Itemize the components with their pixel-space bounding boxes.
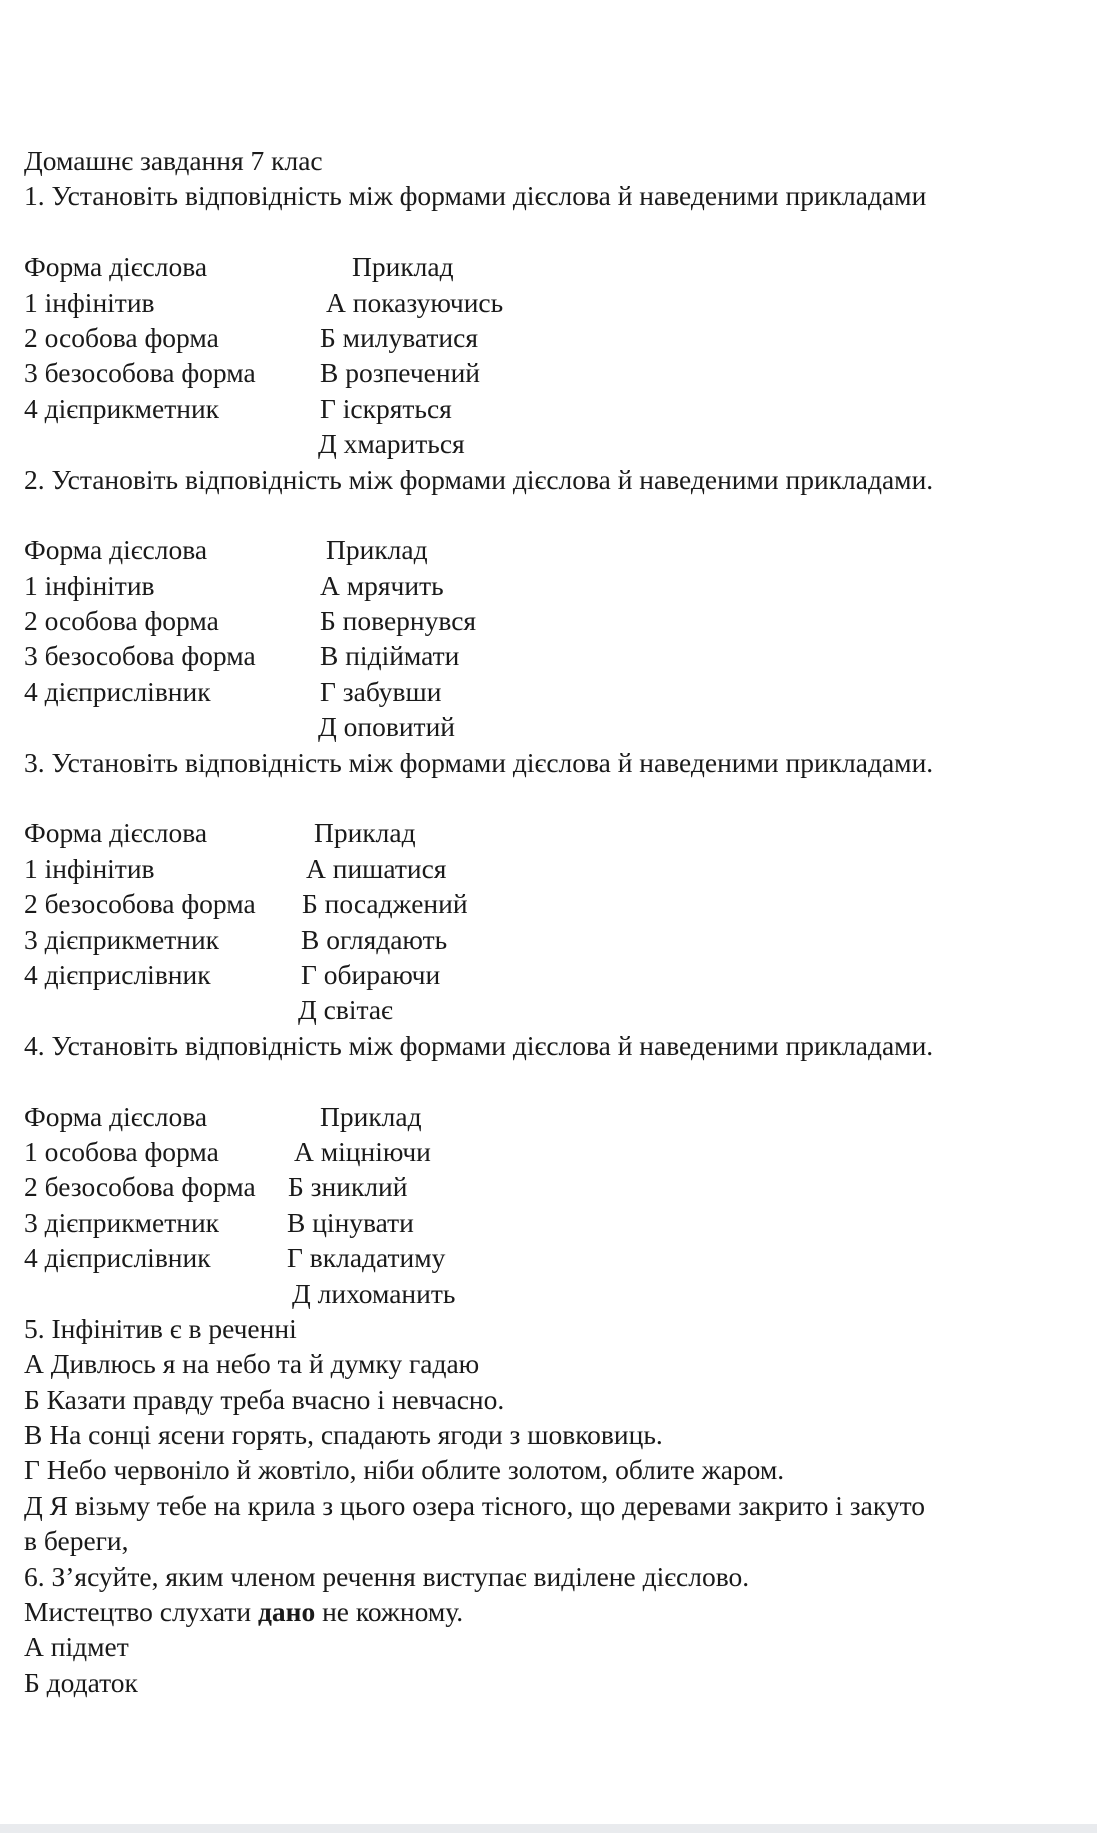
task-5-option: Б Казати правду треба вчасно і невчасно. (24, 1383, 505, 1415)
spacer (24, 214, 1084, 249)
page-title: Домашнє завдання 7 клас (24, 145, 323, 176)
task-1-row: 2 особова форма Б милуватися (24, 321, 478, 353)
document-content (24, 143, 1084, 1700)
sentence-start: Мистецтво слухати (24, 1596, 258, 1628)
task-2-heading: 2. Установіть відповідність між формами дієслова й наведеними прикладами. (24, 463, 934, 495)
task-2-row: 2 особова форма Б повернувся (24, 605, 477, 637)
task-1-table-header: Форма дієслова Приклад (24, 251, 454, 283)
task-2-table-header: Форма дієслова Приклад (24, 534, 428, 566)
spacer (24, 1063, 1084, 1098)
spacer (24, 780, 1084, 815)
task-4-row: 2 безособова форма Б зниклий (24, 1171, 408, 1203)
task-3-row: 1 інфінітив А пишатися (24, 852, 447, 884)
task-5-option: А Дивлюсь я на небо та й думку гадаю (24, 1348, 480, 1380)
task-1-row: 1 інфінітив А показуючись (24, 286, 504, 318)
task-6-option: А підмет (24, 1631, 129, 1663)
task-5-option-continuation: в береги, (24, 1525, 129, 1557)
task-4-row: 3 дієприкметник В цінувати (24, 1206, 414, 1238)
sentence-end: не кожному. (315, 1596, 464, 1628)
task-3-row: Д світає (298, 994, 393, 1026)
task-4-row: 4 дієприслівник Г вкладатиму (24, 1242, 446, 1274)
task-4-row: 1 особова форма А міцніючи (24, 1135, 431, 1167)
task-5-option: В На сонці ясени горять, спадають ягоди з шовковиць. (24, 1419, 663, 1451)
task-4-table-header: Форма дієслова Приклад (24, 1100, 422, 1132)
task-2-row: 1 інфінітив А мрячить (24, 569, 444, 601)
task-5-heading: 5. Інфінітив є в реченні (24, 1312, 297, 1344)
task-1-row: Д хмариться (318, 428, 465, 460)
task-6-heading: 6. З’ясуйте, яким членом речення виступає виділене дієслово. (24, 1560, 750, 1592)
task-2-row: 4 дієприслівник Г забувши (24, 675, 442, 707)
task-4-heading: 4. Установіть відповідність між формами дієслова й наведеними прикладами. (24, 1029, 934, 1061)
task-1-row: 3 безособова форма В розпечений (24, 357, 481, 389)
task-5-option: Д Я візьму тебе на крила з цього озера тісного, що деревами закрито і закуто (24, 1489, 925, 1521)
task-2-row: 3 безособова форма В підіймати (24, 640, 460, 672)
task-3-table-header: Форма дієслова Приклад (24, 817, 416, 849)
task-3-row: 4 дієприслівник Г обираючи (24, 958, 441, 990)
task-1-heading: 1. Установіть відповідність між формами дієслова й наведеними прикладами (24, 180, 927, 212)
task-3-heading: 3. Установіть відповідність між формами дієслова й наведеними прикладами. (24, 746, 934, 778)
task-1-row: 4 дієприкметник Г іскряться (24, 392, 452, 424)
task-3-row: 2 безособова форма Б посаджений (24, 888, 468, 920)
task-2-row: Д оповитий (318, 711, 456, 743)
highlighted-verb: дано (257, 1596, 316, 1628)
task-4-row: Д лихоманить (292, 1277, 456, 1309)
task-6-sentence (24, 1594, 1084, 1629)
bottom-strip (0, 1824, 1097, 1833)
task-3-row: 3 дієприкметник В оглядають (24, 923, 448, 955)
spacer (24, 497, 1084, 532)
task-6-option: Б додаток (24, 1666, 138, 1698)
task-5-option: Г Небо червоніло й жовтіло, ніби облите золотом, облите жаром. (24, 1454, 785, 1486)
